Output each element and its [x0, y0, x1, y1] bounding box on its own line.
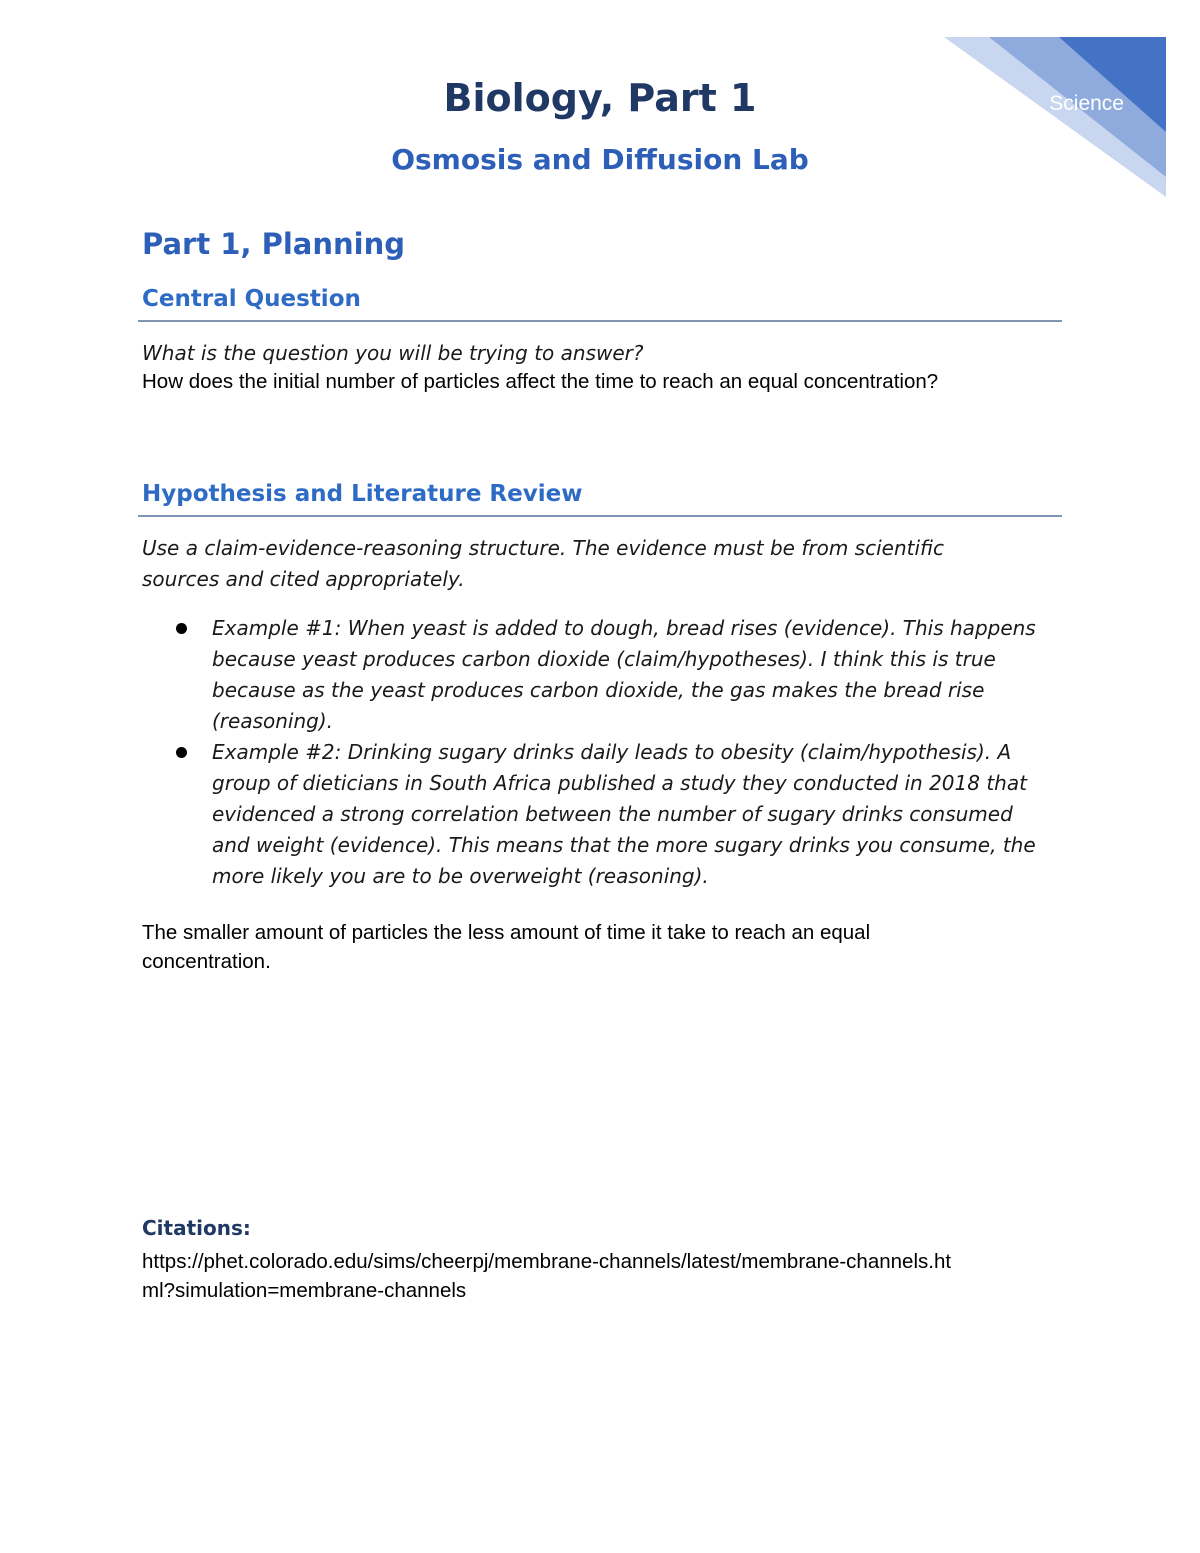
document-subtitle: Osmosis and Diffusion Lab: [391, 143, 809, 176]
bullet-icon: [176, 747, 187, 758]
example-text: Example #1: When yeast is added to dough, bread rises (evidence). This happens because yeast produces carbon dioxide (claim/hypotheses). I think this is true because as the yeast produces carbon dioxide, the gas makes the bread rise (reasoning).: [212, 616, 1036, 733]
examples-list: [142, 613, 1042, 892]
central-question-answer: How does the initial number of particles affect the time to reach an equal concentration?: [142, 370, 939, 393]
hypothesis-prompt: Use a claim-evidence-reasoning structure. The evidence must be from scientific sources and cited appropriately.: [142, 536, 944, 591]
central-question-prompt: What is the question you will be trying to answer?: [142, 341, 644, 365]
example-text: Example #2: Drinking sugary drinks daily leads to obesity (claim/hypothesis). A group of dieticians in South Africa published a study they conducted in 2018 that evidenced a strong correlation between the number of sugary drinks consumed and weight (evidence). This means that the more sugary drinks you consume, the more likely you are to be overweight (reasoning).: [212, 740, 1036, 888]
central-question-divider: [138, 320, 1062, 322]
citation-link[interactable]: https://phet.colorado.edu/sims/cheerpj/membrane-channels/latest/membrane-channels.html?simulation=membrane-channels: [142, 1250, 952, 1302]
hypothesis-divider: [138, 515, 1062, 517]
science-label: Science: [1049, 92, 1124, 115]
central-question-heading: Central Question: [142, 286, 361, 312]
hypothesis-answer: The smaller amount of particles the less amount of time it take to reach an equal concentration.: [142, 921, 871, 973]
citations-heading: Citations:: [142, 1216, 251, 1240]
document-title: Biology, Part 1: [443, 76, 757, 120]
example-item: [142, 737, 1042, 892]
hypothesis-heading: Hypothesis and Literature Review: [142, 481, 583, 507]
example-item: [142, 613, 1042, 737]
part-heading: Part 1, Planning: [142, 227, 405, 261]
bullet-icon: [176, 623, 187, 634]
